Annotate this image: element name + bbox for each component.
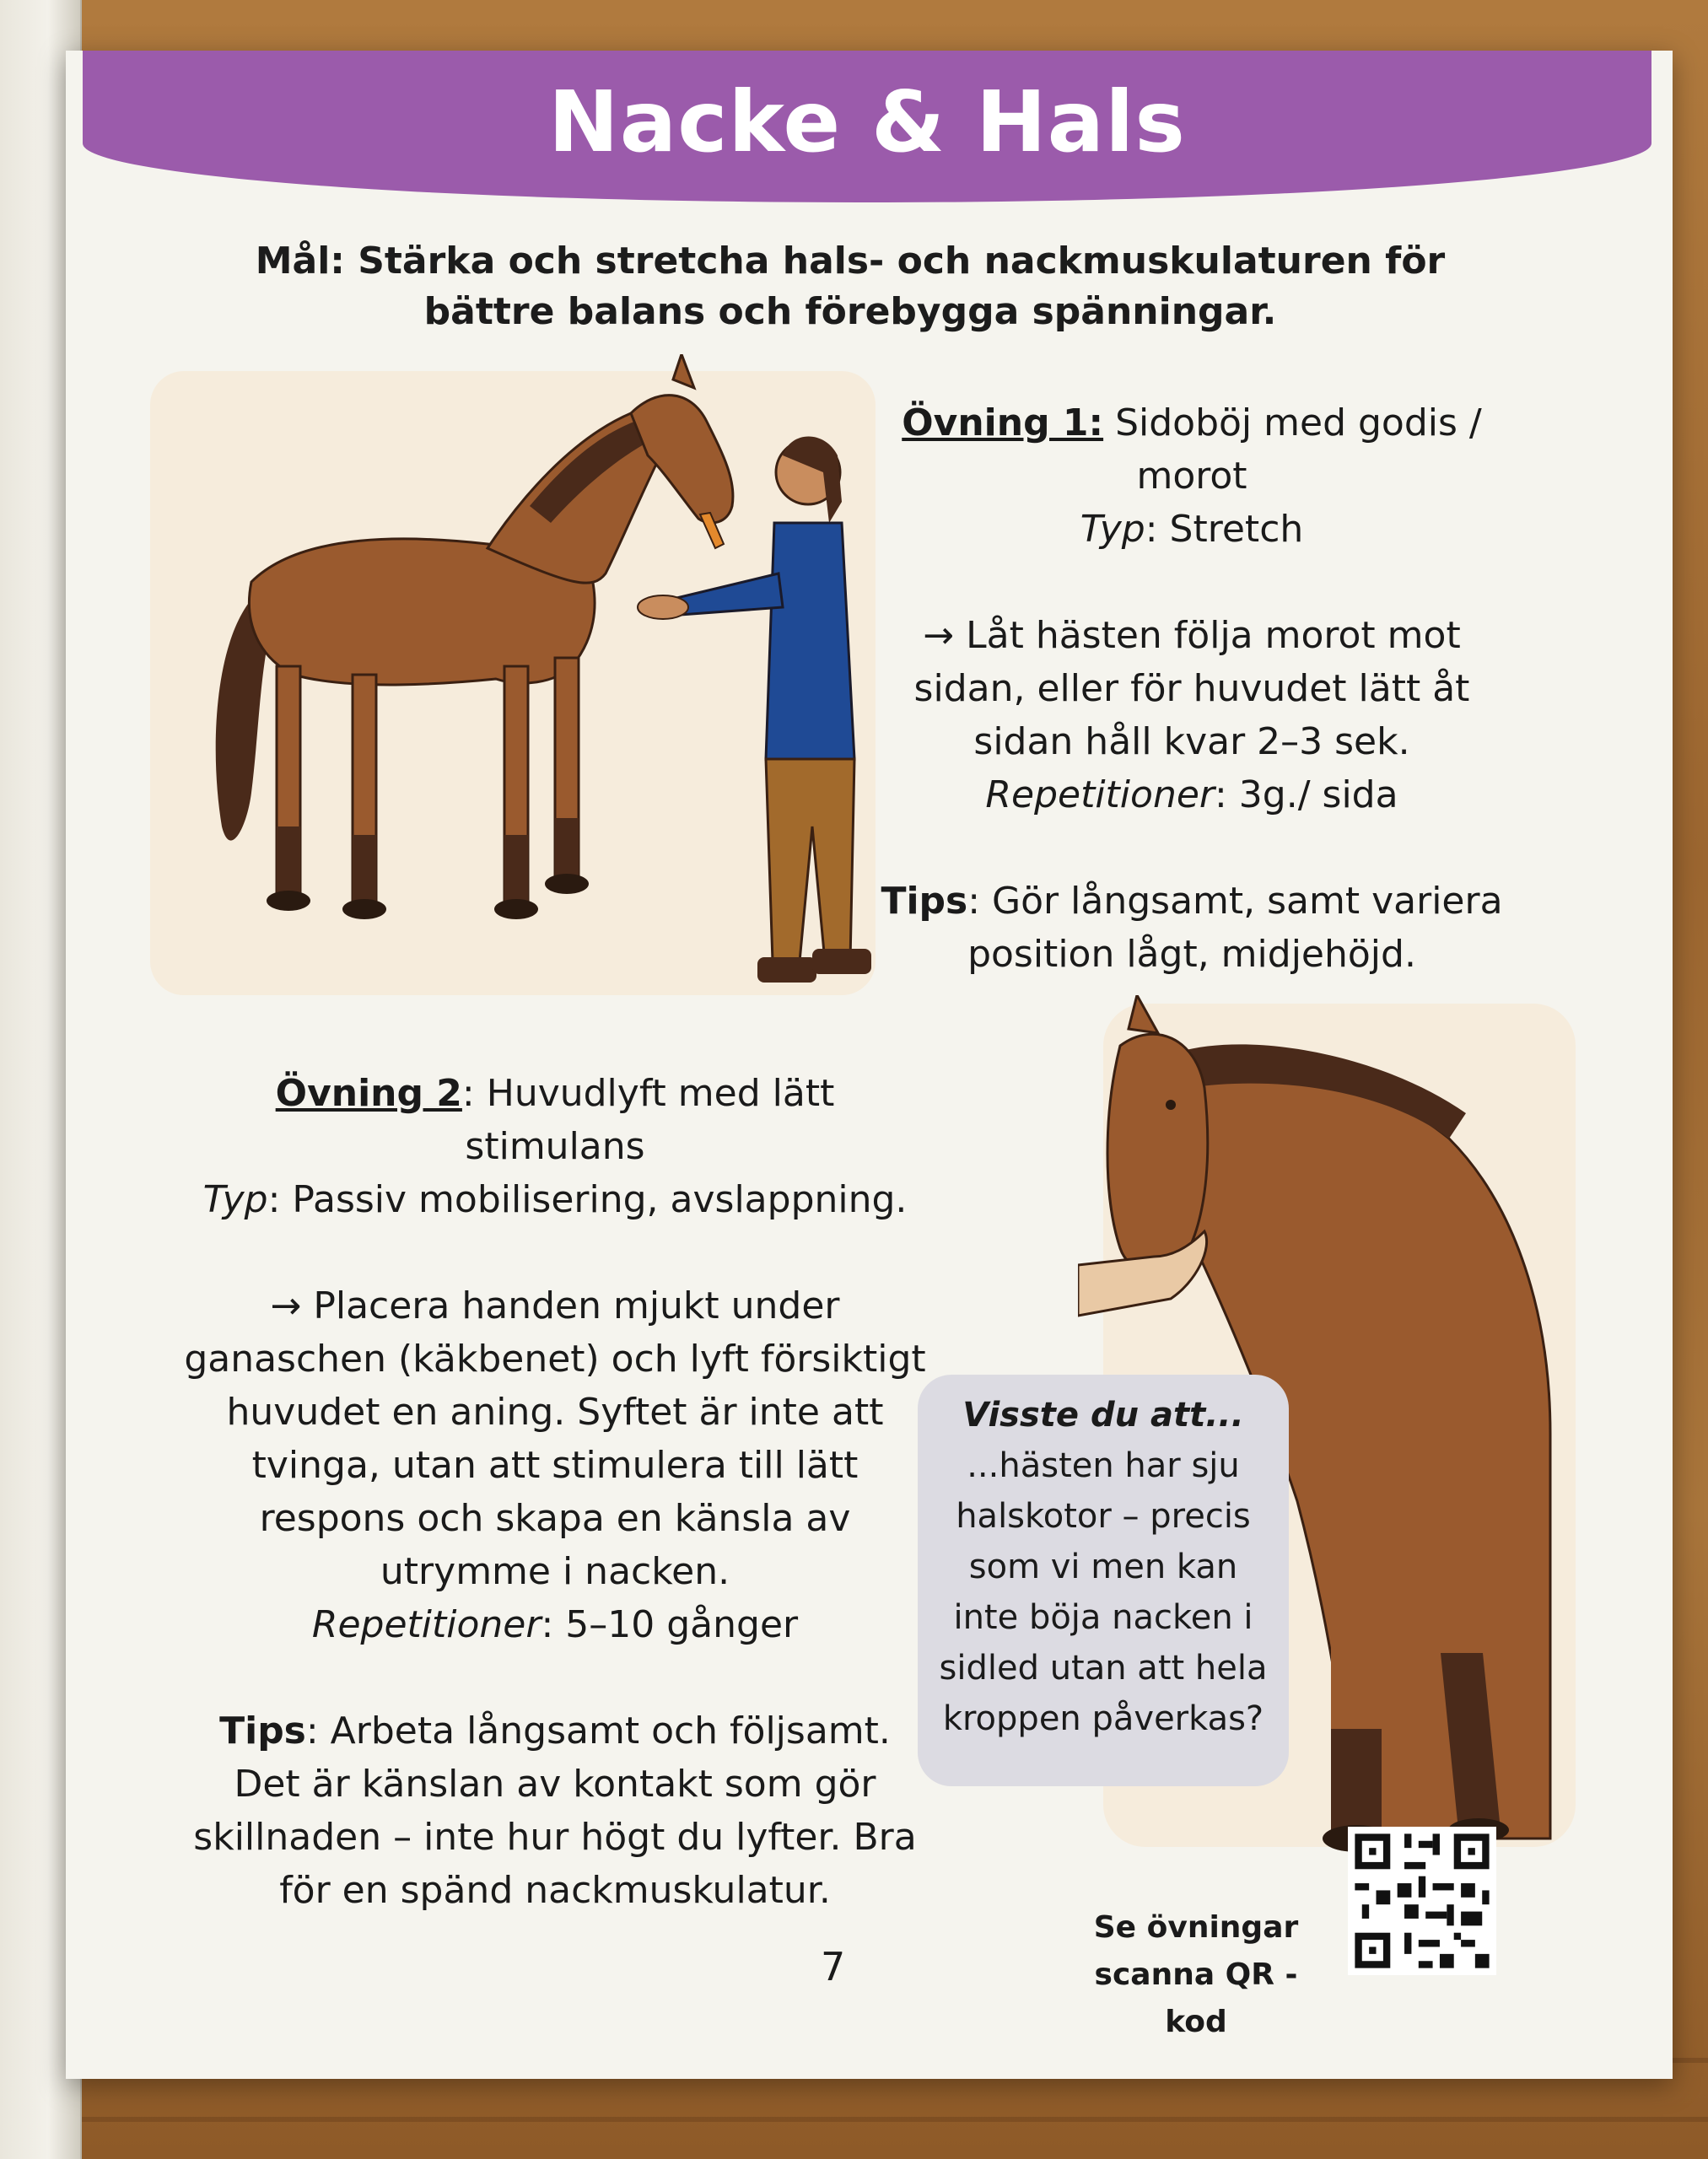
qr-caption xyxy=(1061,1904,1331,2046)
fact-line: sidled utan att hela xyxy=(939,1649,1268,1688)
fact-line: halskotor – precis xyxy=(956,1497,1251,1536)
qr-caption-line: scanna QR - kod xyxy=(1094,1957,1298,2039)
goal-line: Mål: Stärka och stretcha hals- och nackmuskulaturen för xyxy=(255,240,1446,283)
exercise2-instruction: tvinga, utan att stimulera till lätt xyxy=(251,1444,859,1487)
table-grain xyxy=(0,2117,1708,2122)
exercise1-instruction: sidan, eller för huvudet lätt åt xyxy=(913,667,1470,710)
exercise1-heading: Övning 1: xyxy=(902,401,1104,444)
exercise2-tips-cont: Det är känslan av kontakt som gör xyxy=(234,1763,876,1806)
exercise1-type-label: Typ xyxy=(1080,508,1145,551)
qr-caption-line: Se övningar xyxy=(1093,1910,1299,1945)
exercise2-tips-cont: för en spänd nackmuskulatur. xyxy=(279,1869,831,1912)
fact-line: ...hästen har sju xyxy=(967,1446,1240,1485)
exercise1-name: Sidoböj med godis / xyxy=(1103,401,1482,444)
exercise2-type-label: Typ xyxy=(202,1178,268,1221)
page-title: Nacke & Hals xyxy=(548,73,1186,171)
exercise2-tips: : Arbeta långsamt och följsamt. xyxy=(305,1709,891,1753)
exercise2-instruction: huvudet en aning. Syftet är inte att xyxy=(226,1391,884,1434)
exercise2-instruction: respons och skapa en känsla av xyxy=(259,1497,851,1540)
exercise2-reps-value: : 5–10 gånger xyxy=(541,1603,799,1646)
exercise1-type-value: : Stretch xyxy=(1145,508,1304,551)
exercise2-heading: Övning 2 xyxy=(275,1072,462,1115)
exercise2-instruction: ganaschen (käkbenet) och lyft försiktigt xyxy=(184,1338,926,1381)
exercise2-type-value: : Passiv mobilisering, avslappning. xyxy=(267,1178,908,1221)
exercise1-reps-label: Repetitioner xyxy=(985,773,1215,816)
qr-code[interactable] xyxy=(1348,1827,1496,1975)
exercise2-text xyxy=(184,1067,926,1917)
exercise1-reps-value: : 3g./ sida xyxy=(1214,773,1398,816)
exercise2-tips-cont: skillnaden – inte hur högt du lyfter. Bra xyxy=(193,1816,917,1859)
exercise1-tips: : Gör långsamt, samt variera xyxy=(967,880,1503,923)
title-banner xyxy=(83,51,1651,202)
fact-heading: Visste du att... xyxy=(962,1396,1244,1435)
exercise1-name-cont: morot xyxy=(1136,455,1247,498)
goal-line: bättre balans och förebygga spänningar. xyxy=(423,290,1277,333)
exercise2-reps-label: Repetitioner xyxy=(311,1603,541,1646)
exercise2-tips-label: Tips xyxy=(219,1709,306,1753)
booklet-page xyxy=(66,51,1673,2079)
exercise1-instruction: → Låt hästen följa morot mot xyxy=(923,614,1461,657)
fact-line: kroppen påverkas? xyxy=(942,1699,1264,1738)
fact-line: inte böja nacken i xyxy=(953,1598,1253,1637)
exercise1-instruction: sidan håll kvar 2–3 sek. xyxy=(973,720,1410,763)
exercise2-instruction: → Placera handen mjukt under xyxy=(270,1284,840,1327)
exercise2-name: : Huvudlyft med lätt stimulans xyxy=(461,1072,835,1168)
exercise1-tips-label: Tips xyxy=(881,880,968,923)
fact-bubble xyxy=(918,1375,1289,1786)
exercise1-text xyxy=(859,396,1525,981)
exercise1-tips-cont: position lågt, midjehöjd. xyxy=(967,933,1416,976)
fact-line: som vi men kan xyxy=(968,1548,1238,1586)
exercise1-illustration xyxy=(133,354,892,1012)
goal-text xyxy=(192,236,1508,337)
exercise2-instruction: utrymme i nacken. xyxy=(380,1550,730,1593)
page-number: 7 xyxy=(821,1944,846,1989)
